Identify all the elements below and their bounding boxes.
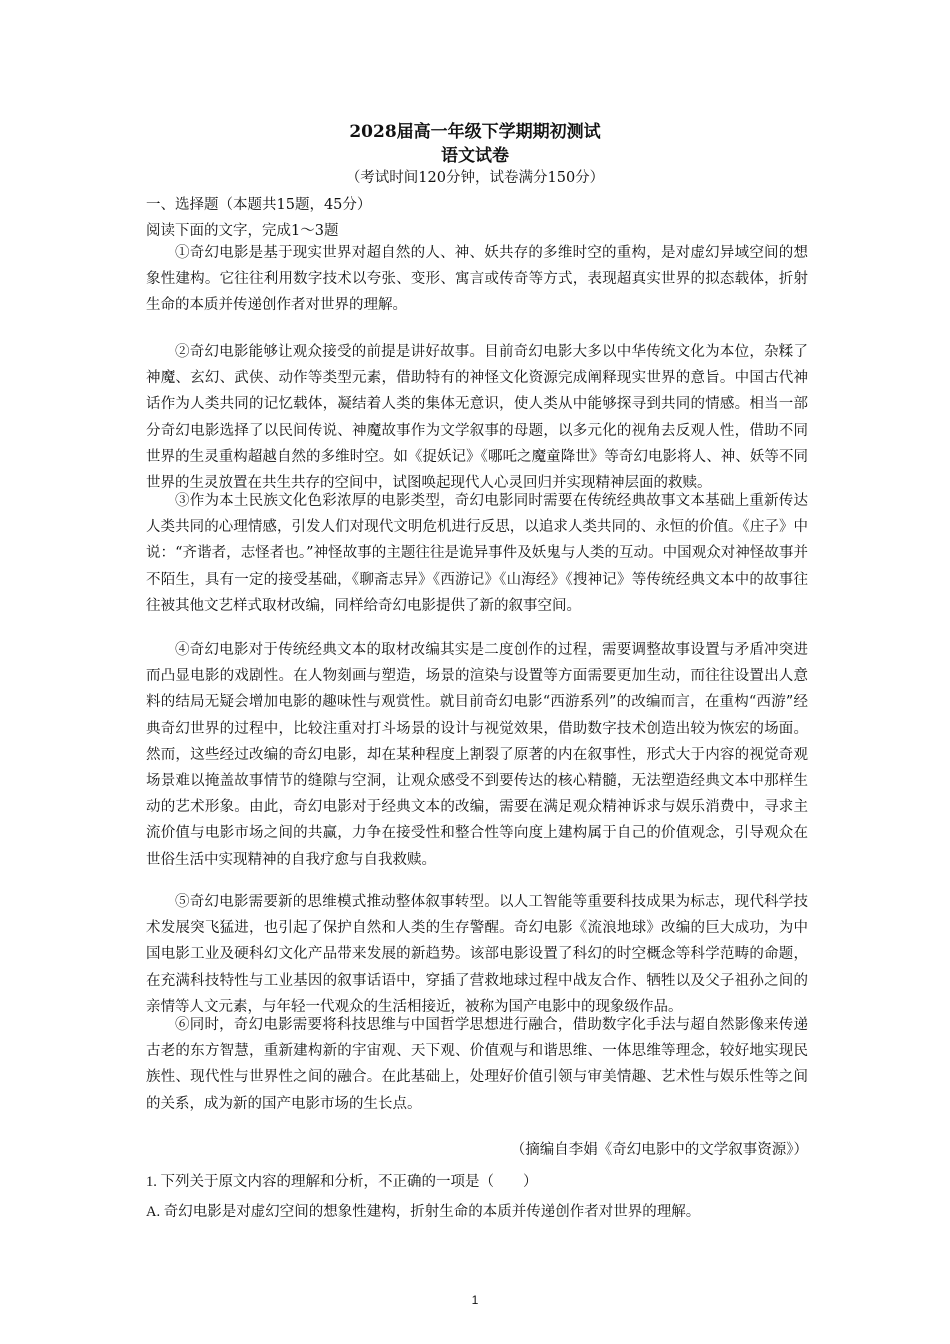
paragraph-4: ④奇幻电影对于传统经典文本的取材改编其实是二度创作的过程，需要调整故事设置与矛盾冲突进而凸显电影的戏剧性。在人物刻画与塑造，场景的渲染与设置等方面需要更加生动，而往往设置出人意料的结局无疑会增加电影的趣味性与观赏性。就目前奇幻电影“西游系列”的改编而言，在重构“西游”经典奇幻世界的过程中，比较注重对打斗场景的设计与视觉效果，借助数字技术创造出较为恢宏的场面。然而，这些经过改编的奇幻电影，却在某种程度上割裂了原著的内在叙事性，形式大于内容的视觉奇观场景难以掩盖故事情节的缝隙与空洞，让观众感受不到要传达的核心精髓，无法塑造经典文本中那样生动的艺术形象。由此，奇幻电影对于经典文本的改编，需要在满足观众精神诉求与娱乐消费中，寻求主流价值与电影市场之间的共赢，力争在接受性和整合性等向度上建构属于自己的价值观念，引导观众在世俗生活中实现精神的自我疗愈与自我救赎。 <box>146 642 808 868</box>
exam-title: 2028届高一年级下学期期初测试 <box>349 122 601 142</box>
source-citation: （摘编自李娟《奇幻电影中的文学叙事资源》） <box>510 1142 808 1158</box>
paragraph-2: ②奇幻电影能够让观众接受的前提是讲好故事。目前奇幻电影大多以中华传统文化为本位，杂糅了神魔、玄幻、武侠、动作等类型元素，借助特有的神怪文化资源完成阐释现实世界的意旨。中国古代神话作为人类共同的记忆载体，凝结着人类的集体无意识，使人类从中能够探寻到共同的情感。相当一部分奇幻电影选择了以民间传说、神魔故事作为文学叙事的母题，以多元化的视角去反观人性，借助不同世界的生灵重构超越自然的多维时空。如《捉妖记》《哪吒之魔童降世》等奇幻电影将人、神、妖等不同世界的生灵放置在共生共存的空间中，试图唤起现代人心灵回归并实现精神层面的救赎。 <box>146 344 808 492</box>
paragraph-6: ⑥同时，奇幻电影需要将科技思维与中国哲学思想进行融合，借助数字化手法与超自然影像来传递古老的东方智慧，重新建构新的宇宙观、天下观、价值观与和谐思维、一体思维等理念，较好地实现民族性、现代性与世界性之间的融合。在此基础上，处理好价值引领与审美情趣、艺术性与娱乐性等之间的关系，成为新的国产电影市场的生长点。 <box>146 1017 808 1112</box>
page-number: 1 <box>471 1293 479 1307</box>
paragraph-3: ③作为本土民族文化色彩浓厚的电影类型，奇幻电影同时需要在传统经典故事文本基础上重新传达人类共同的心理情感，引发人们对现代文明危机进行反思，以追求人类共同的、永恒的价值。《庄子》中说：“齐谐者，志怪者也。”神怪故事的主题往往是诡异事件及妖鬼与人类的互动。中国观众对神怪故事并不陌生，具有一定的接受基础，《聊斋志异》《西游记》《山海经》《搜神记》等传统经典文本中的故事往往被其他文艺样式取材改编，同样给奇幻电影提供了新的叙事空间。 <box>146 493 808 614</box>
section-heading: 一、选择题（本题共15题，45分） <box>146 197 372 213</box>
exam-subtitle: 语文试卷 <box>441 146 509 166</box>
exam-info: （考试时间120分钟，试卷满分150分） <box>345 170 605 186</box>
reading-instruction: 阅读下面的文字，完成1～3题 <box>146 223 339 239</box>
paragraph-5: ⑤奇幻电影需要新的思维模式推动整体叙事转型。以人工智能等重要科技成果为标志，现代科学技术发展突飞猛进，也引起了保护自然和人类的生存警醒。奇幻电影《流浪地球》改编的巨大成功，为中国电影工业及硬科幻文化产品带来发展的新趋势。该部电影设置了科幻的时空概念等科学范畴的命题，在充满科技特性与工业基因的叙事话语中，穿插了营救地球过程中战友合作、牺牲以及父子祖孙之间的亲情等人文元素，与年轻一代观众的生活相接近，被称为国产电影中的现象级作品。 <box>146 894 808 1015</box>
paragraph-1: ①奇幻电影是基于现实世界对超自然的人、神、妖共存的多维时空的重构，是对虚幻异域空间的想象性建构。它往往利用数字技术以夸张、变形、寓言或传奇等方式，表现超真实世界的拟态载体，折射生命的本质并传递创作者对世界的理解。 <box>146 245 808 314</box>
question-1-option-a: A. 奇幻电影是对虚幻空间的想象性建构，折射生命的本质并传递创作者对世界的理解。 <box>146 1204 701 1220</box>
question-1-stem: 1. 下列关于原文内容的理解和分析，不正确的一项是（ ） <box>146 1174 538 1190</box>
